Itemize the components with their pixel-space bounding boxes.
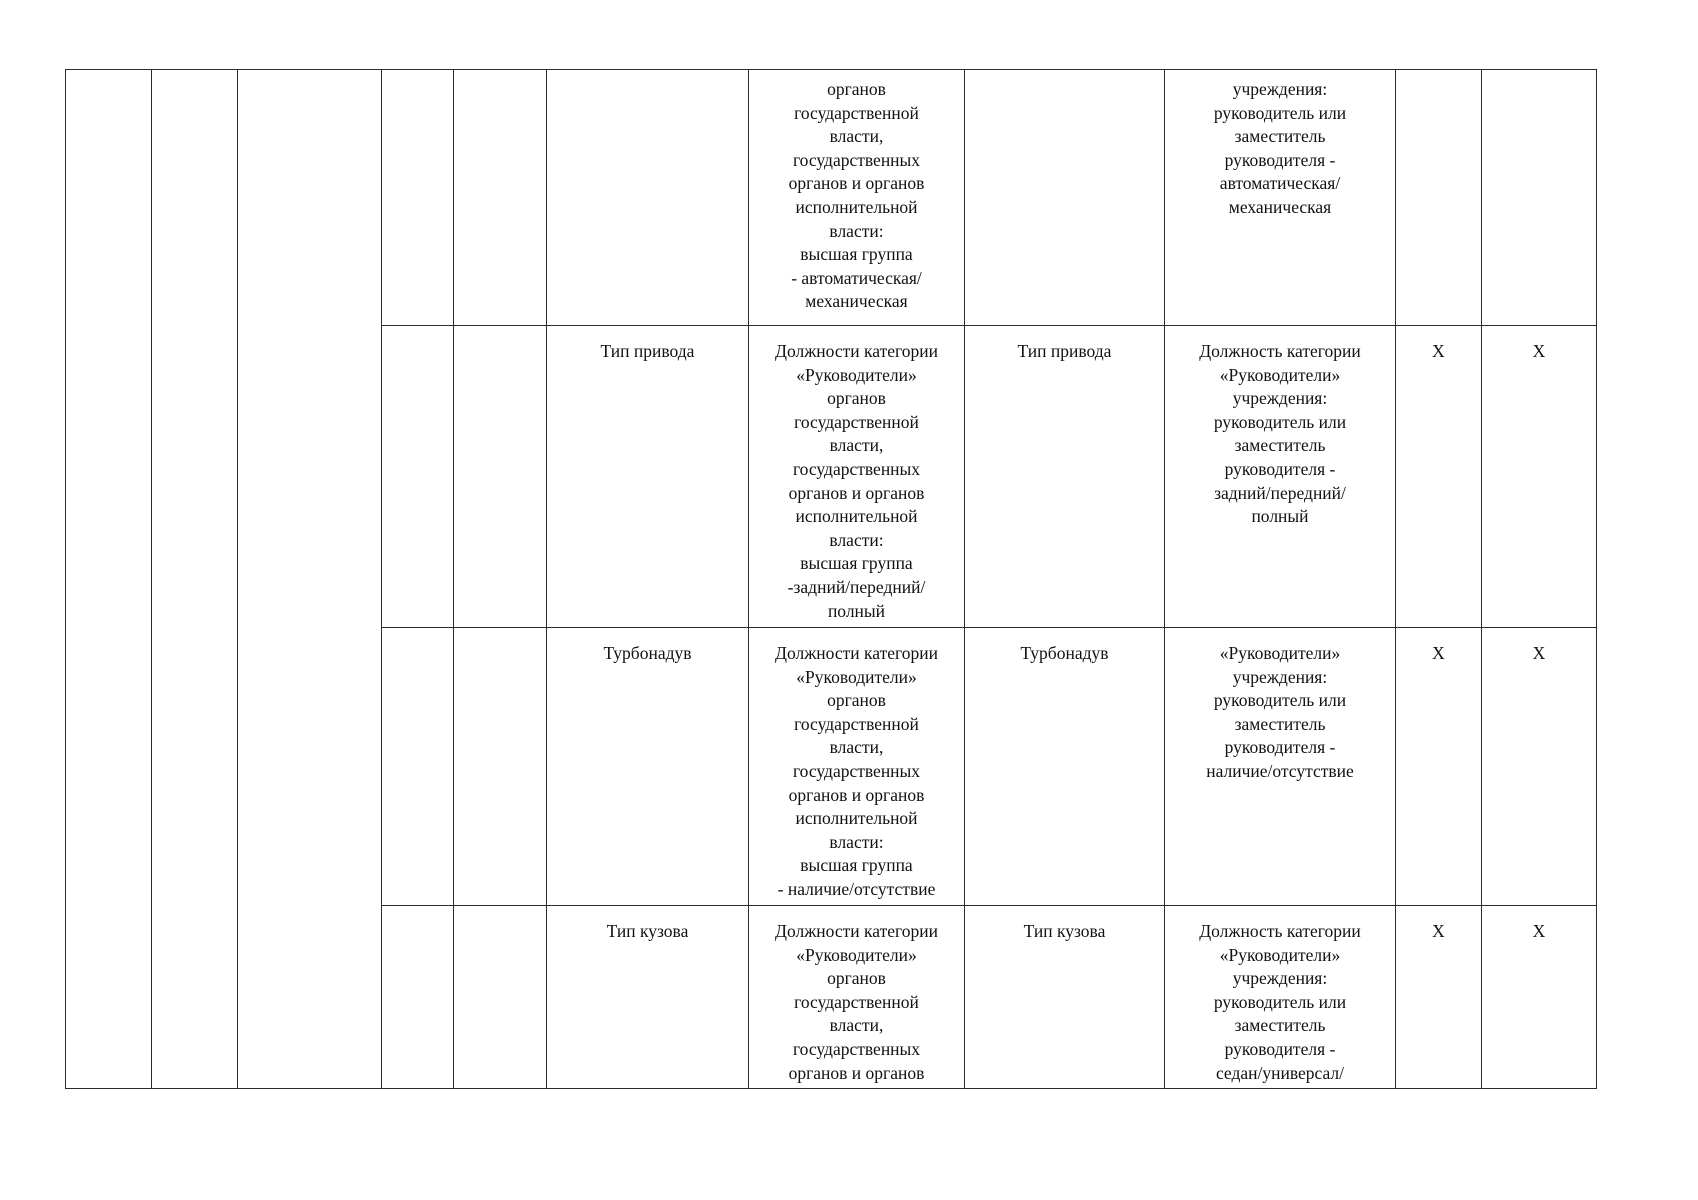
requirement-cell-2: Должность категории «Руководители» учреждения: руководитель или заместитель руководителя - седан/универсал/ (1165, 906, 1396, 1089)
requirement-cell: Должности категории «Руководители» органов государственной власти, государственных органов и органов исполнительной власти: высшая группа - наличие/отсутствие (749, 628, 965, 906)
characteristic-name-cell: Тип привода (547, 326, 749, 628)
requirement-cell: органов государственной власти, государственных органов и органов исполнительной власти: высшая группа - автоматическая/ механическая (749, 70, 965, 326)
mark-cell: X (1396, 628, 1482, 906)
table-row (66, 70, 1597, 326)
characteristic-name-cell (547, 70, 749, 326)
table-cell-empty (238, 70, 382, 1089)
table-cell-empty (454, 628, 547, 906)
characteristic-name-cell-2: Тип привода (965, 326, 1165, 628)
table-cell-empty (66, 70, 152, 1089)
characteristic-name-cell: Тип кузова (547, 906, 749, 1089)
characteristic-name-cell-2: Тип кузова (965, 906, 1165, 1089)
table-cell-empty (382, 906, 454, 1089)
requirement-cell-2: «Руководители» учреждения: руководитель или заместитель руководителя - наличие/отсутствие (1165, 628, 1396, 906)
mark-cell-2: X (1482, 906, 1597, 1089)
requirement-cell: Должности категории «Руководители» органов государственной власти, государственных органов и органов исполнительной власти: высшая группа -задний/передний/ полный (749, 326, 965, 628)
characteristic-name-cell-2: Турбонадув (965, 628, 1165, 906)
mark-cell-2: X (1482, 628, 1597, 906)
table-cell-empty (152, 70, 238, 1089)
mark-cell (1396, 70, 1482, 326)
requirements-table (65, 69, 1597, 1089)
table-cell-empty (454, 70, 547, 326)
requirement-cell: Должности категории «Руководители» органов государственной власти, государственных органов и органов (749, 906, 965, 1089)
table-cell-empty (382, 628, 454, 906)
mark-cell-2: X (1482, 326, 1597, 628)
table-cell-empty (454, 326, 547, 628)
mark-cell: X (1396, 906, 1482, 1089)
requirement-cell-2: Должность категории «Руководители» учреждения: руководитель или заместитель руководителя - задний/передний/ полный (1165, 326, 1396, 628)
characteristic-name-cell: Турбонадув (547, 628, 749, 906)
requirement-cell-2: учреждения: руководитель или заместитель руководителя - автоматическая/ механическая (1165, 70, 1396, 326)
table-cell-empty (454, 906, 547, 1089)
table-cell-empty (382, 326, 454, 628)
mark-cell-2 (1482, 70, 1597, 326)
characteristic-name-cell-2 (965, 70, 1165, 326)
mark-cell: X (1396, 326, 1482, 628)
table-cell-empty (382, 70, 454, 326)
